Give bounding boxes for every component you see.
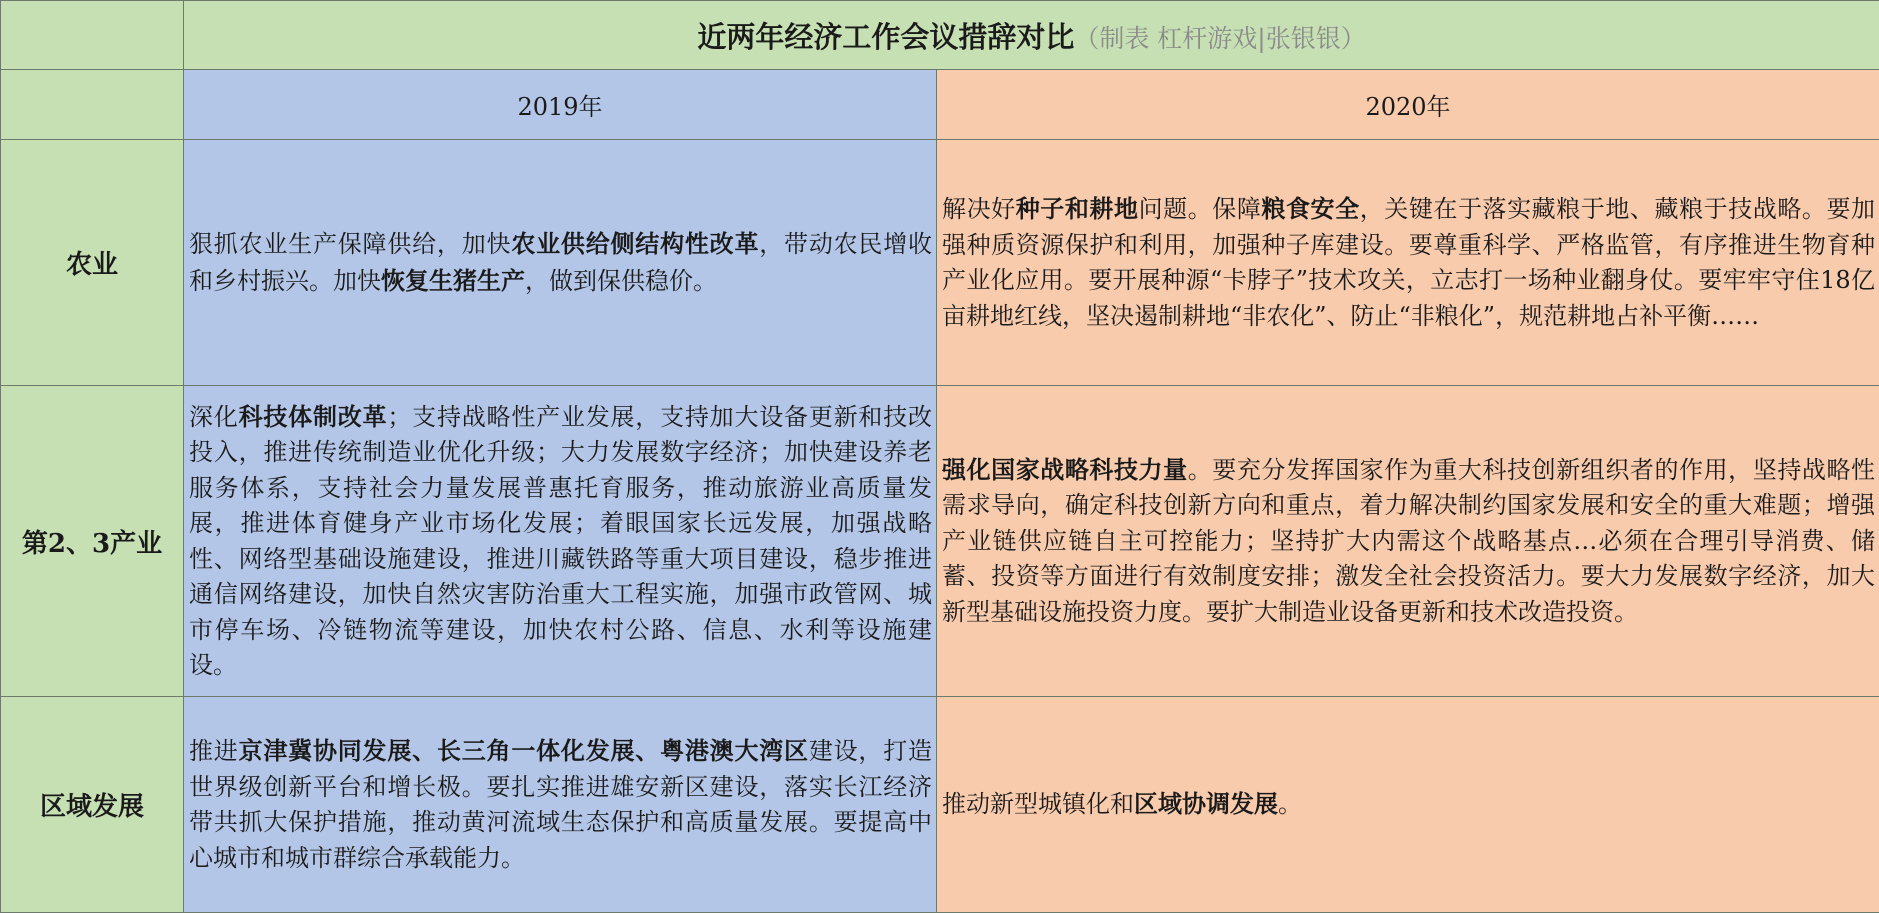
cell-2020-industry[interactable] bbox=[937, 386, 1879, 697]
row-label-agriculture[interactable]: 农业 bbox=[1, 140, 184, 386]
header-2020[interactable]: 2020年 bbox=[937, 70, 1879, 140]
cell-2020-regional[interactable] bbox=[937, 697, 1879, 913]
text-segment-bold: 种子和耕地 bbox=[1016, 194, 1139, 223]
text-segment: 建设，打造世界级创新平台和增长极。要扎实推进雄安新区建设，落实长江经济带共抓大保护措施，推动黄河流域生态保护和高质量发展。要提高中心城市和城市群综合承载能力。 bbox=[189, 737, 932, 872]
text-segment-bold: 科技体制改革 bbox=[239, 402, 388, 431]
header-2019[interactable]: 2019年 bbox=[184, 70, 937, 140]
table-credit: （制表 杠杆游戏|张银银） bbox=[1074, 24, 1365, 53]
text-segment-bold: 京津冀协同发展、长三角一体化发展、粤港澳大湾区 bbox=[239, 736, 809, 765]
text-segment: 解决好 bbox=[942, 195, 1016, 223]
text-segment: 推进 bbox=[189, 737, 239, 765]
cell-2019-industry[interactable] bbox=[184, 386, 937, 697]
text-segment-bold: 区域协调发展 bbox=[1134, 789, 1278, 818]
cell-2020-agriculture[interactable] bbox=[937, 140, 1879, 386]
text-segment: 推动新型城镇化和 bbox=[942, 790, 1134, 818]
text-segment: 问题。保障 bbox=[1139, 195, 1262, 223]
table-title-cell[interactable] bbox=[184, 1, 1879, 70]
text-segment: ，带动农民增收和乡村振兴。加快 bbox=[189, 230, 932, 295]
corner-cell[interactable] bbox=[1, 1, 184, 70]
row-label-regional[interactable]: 区域发展 bbox=[1, 697, 184, 913]
text-segment: ；支持战略性产业发展，支持加大设备更新和技改投入，推进传统制造业优化升级；大力发展数字经济；加快建设养老服务体系，支持社会力量发展普惠托育服务，推动旅游业高质量发展，推进体育健身产业市场化发展；着眼国家长远发展，加强战略性、网络型基础设施建设，推进川藏铁路等重大项目建设，稳步推进通信网络建设，加快自然灾害防治重大工程实施，加强市政管网、城市停车场、冷链物流等建设，加快农村公路、信息、水利等设施建设。 bbox=[189, 403, 932, 680]
row-label-industry[interactable]: 第2、3产业 bbox=[1, 386, 184, 697]
text-segment: 。要充分发挥国家作为重大科技创新组织者的作用，坚持战略性需求导向，确定科技创新方向和重点，着力解决制约国家发展和安全的重大难题；增强产业链供应链自主可控能力；坚持扩大内需这个战略基点…必须在合理引导消费、储蓄、投资等方面进行有效制度安排；激发全社会投资活力。要大力发展数字经济，加大新型基础设施投资力度。要扩大制造业设备更新和技术改造投资。 bbox=[942, 456, 1875, 626]
text-segment: 狠抓农业生产保障供给，加快 bbox=[189, 230, 511, 258]
text-segment: ，关键在于落实藏粮于地、藏粮于技战略。要加强种质资源保护和利用，加强种子库建设。要尊重科学、严格监管，有序推进生物育种产业化应用。要开展种源“卡脖子”技术攻关，立志打一场种业翻身仗。要牢牢守住18亿亩耕地红线，坚决遏制耕地“非农化”、防止“非粮化”，规范耕地占补平衡…… bbox=[942, 195, 1875, 330]
text-segment: 深化 bbox=[189, 403, 239, 431]
text-segment: ，做到保供稳价。 bbox=[525, 267, 717, 295]
cell-2019-regional[interactable] bbox=[184, 697, 937, 913]
text-segment: 。 bbox=[1278, 790, 1302, 818]
header-label-cell[interactable] bbox=[1, 70, 184, 140]
text-segment-bold: 粮食安全 bbox=[1261, 194, 1359, 223]
table-title: 近两年经济工作会议措辞对比 bbox=[697, 20, 1074, 54]
cell-2019-agriculture[interactable] bbox=[184, 140, 937, 386]
text-segment-bold: 农业供给侧结构性改革 bbox=[511, 229, 759, 258]
text-segment-bold: 恢复生猪生产 bbox=[381, 266, 525, 295]
text-segment-bold: 强化国家战略科技力量 bbox=[942, 455, 1188, 484]
